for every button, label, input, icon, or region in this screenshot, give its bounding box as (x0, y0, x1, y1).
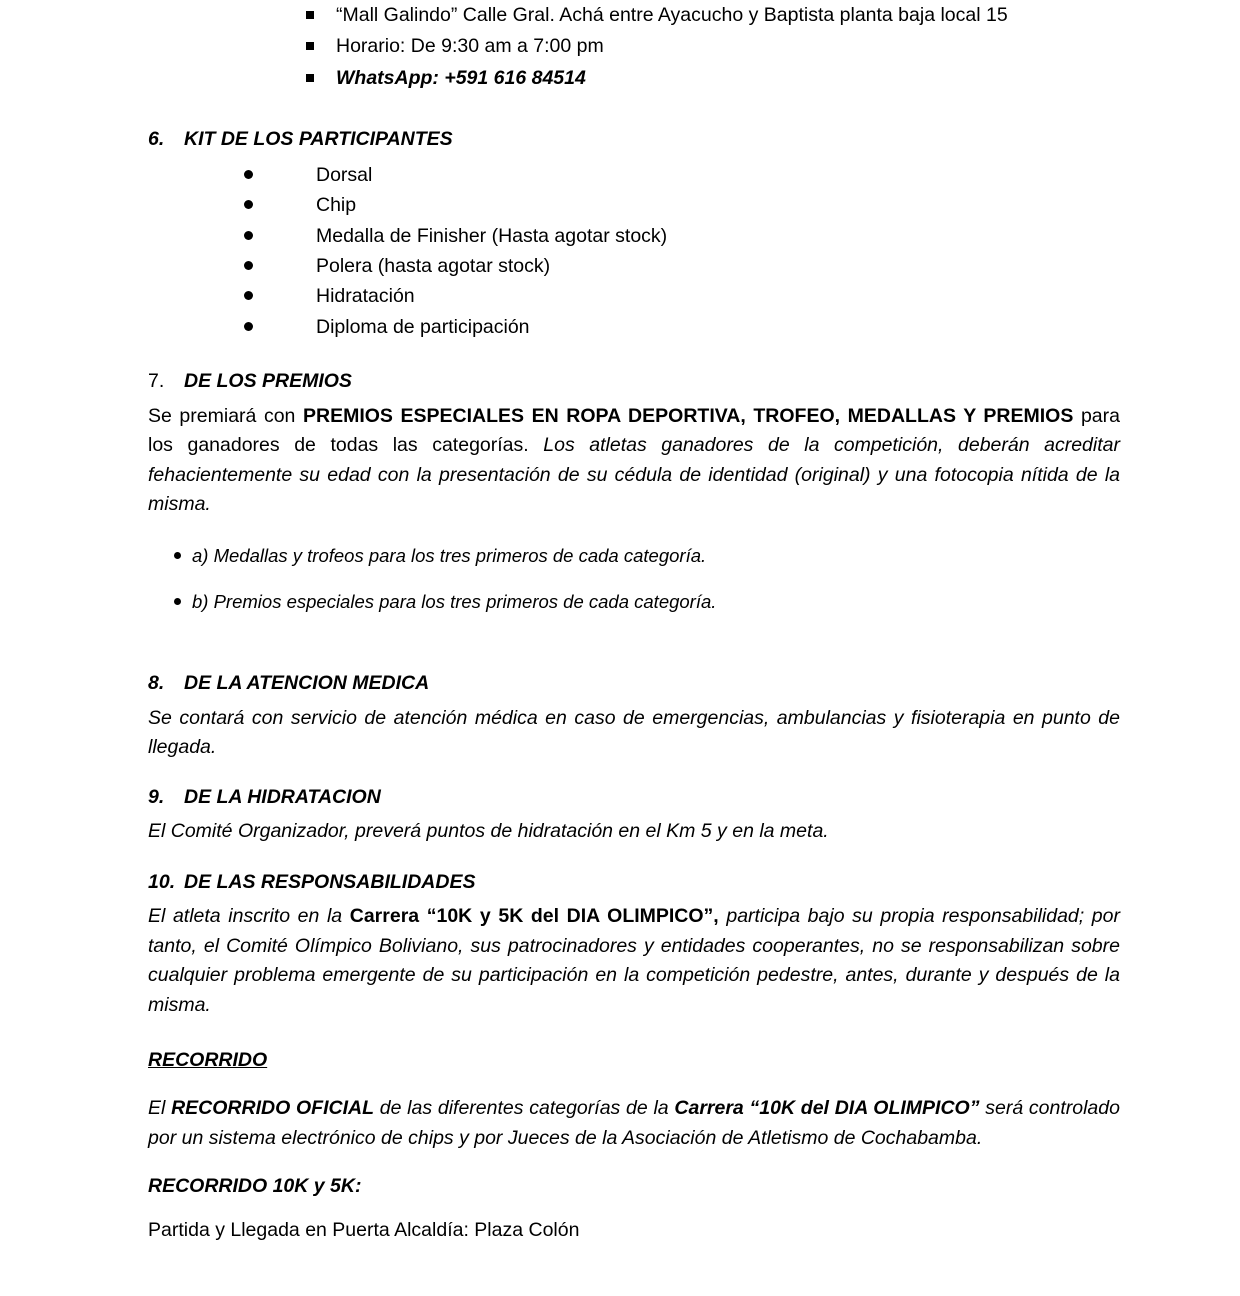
round-bullet-icon (244, 261, 253, 270)
list-item (192, 590, 1120, 614)
recorrido-start-finish-line: Partida y Llegada en Puerta Alcaldía: Plaza Colón (148, 1218, 580, 1241)
responsabilidades-bold: Carrera “10K y 5K del DIA OLIMPICO”, (349, 905, 719, 928)
section-number: 7. (148, 370, 165, 393)
premios-paragraph (0, 402, 1240, 521)
premios-bold: PREMIOS ESPECIALES EN ROPA DEPORTIVA, TROFEO, MEDALLAS Y PREMIOS (303, 404, 1074, 427)
section-title: DE LOS PREMIOS (184, 370, 352, 393)
responsabilidades-lead: El atleta inscrito en la (148, 905, 350, 928)
section-number: 9. (148, 786, 165, 809)
round-bullet-icon (244, 170, 253, 179)
premios-italic: Los atletas ganadores de la competición, deberán acreditar fehacientemente su edad con la presentación de su cédula de identidad (original) y una fotocopia nítida de la misma. (148, 434, 1120, 516)
recorrido-bold-2: Carrera “10K del DIA OLIMPICO” (674, 1097, 980, 1120)
premio-item-label: b) Premios especiales para los tres primeros de cada categoría. (192, 591, 717, 613)
square-bullet-icon (306, 42, 314, 50)
list-item (192, 544, 1120, 568)
section-title: KIT DE LOS PARTICIPANTES (184, 128, 453, 151)
premios-bullet-list (0, 544, 1240, 614)
section-title: DE LA HIDRATACION (184, 786, 381, 809)
kit-items-list (0, 164, 1240, 339)
section-number: 10. (148, 870, 176, 893)
venue-bullet-list (0, 4, 1240, 89)
kit-item-label: Dorsal (316, 163, 373, 186)
list-item (316, 255, 1240, 277)
round-bullet-icon (244, 291, 253, 300)
list-item (316, 225, 1240, 247)
premios-lead: Se premiará con (148, 404, 303, 427)
section-number: 8. (148, 672, 165, 695)
recorrido-heading: RECORRIDO (148, 1048, 268, 1071)
square-bullet-icon (306, 74, 314, 82)
kit-item-label: Hidratación (316, 285, 415, 308)
section-heading-9 (0, 786, 1240, 809)
kit-item-label: Diploma de participación (316, 315, 530, 338)
venue-address: “Mall Galindo” Calle Gral. Achá entre Ayacucho y Baptista planta baja local 15 (336, 4, 1008, 26)
round-bullet-icon (244, 200, 253, 209)
list-item (336, 67, 1240, 89)
recorrido-mid: de las diferentes categorías de la (374, 1097, 675, 1120)
recorrido-paragraph (0, 1094, 1240, 1153)
square-bullet-icon (306, 11, 314, 19)
section-title: DE LA ATENCION MEDICA (184, 672, 430, 695)
section-number: 6. (148, 128, 165, 151)
round-bullet-icon (244, 322, 253, 331)
premio-item-label: a) Medallas y trofeos para los tres primeros de cada categoría. (192, 545, 707, 567)
list-item (316, 285, 1240, 307)
venue-hours: Horario: De 9:30 am a 7:00 pm (336, 35, 604, 58)
responsabilidades-paragraph (0, 902, 1240, 1021)
venue-whatsapp: WhatsApp: +591 616 84514 (336, 66, 586, 89)
kit-item-label: Polera (hasta agotar stock) (316, 254, 551, 277)
list-item (316, 164, 1240, 186)
list-item (316, 194, 1240, 216)
section-heading-8 (0, 672, 1240, 695)
recorrido-subheading: RECORRIDO 10K y 5K: (148, 1175, 362, 1198)
section-heading-6 (0, 128, 1240, 151)
list-item (316, 316, 1240, 338)
list-item (336, 35, 1240, 57)
recorrido-bold-1: RECORRIDO OFICIAL (171, 1097, 374, 1120)
kit-item-label: Medalla de Finisher (Hasta agotar stock) (316, 224, 668, 247)
atencion-medica-paragraph: Se contará con servicio de atención médica en caso de emergencias, ambulancias y fisioterapia en punto de llegada. (148, 706, 1120, 758)
responsabilidades-rest: participa bajo su propia responsabilidad; por tanto, el Comité Olímpico Boliviano, sus patrocinadores y entidades cooperantes, no se responsabilizan sobre cualquier problema emergente de su participación en la competición pedestre, antes, durante y después de la misma. (148, 905, 1120, 1016)
round-bullet-icon (244, 231, 253, 240)
hidratacion-paragraph: El Comité Organizador, preverá puntos de hidratación en el Km 5 y en la meta. (148, 820, 829, 843)
section-heading-10 (0, 871, 1240, 894)
premios-mid: para los ganadores de todas las categorías. (148, 404, 1120, 457)
recorrido-rest: será controlado por un sistema electrónico de chips y por Jueces de la Asociación de Atletismo de Cochabamba. (148, 1097, 1120, 1149)
round-bullet-icon (174, 598, 181, 605)
recorrido-lead: El (148, 1097, 172, 1120)
round-bullet-icon (174, 552, 181, 559)
section-heading-7 (0, 370, 1240, 393)
kit-item-label: Chip (316, 194, 357, 217)
section-title: DE LAS RESPONSABILIDADES (184, 870, 476, 893)
list-item (336, 4, 1240, 26)
